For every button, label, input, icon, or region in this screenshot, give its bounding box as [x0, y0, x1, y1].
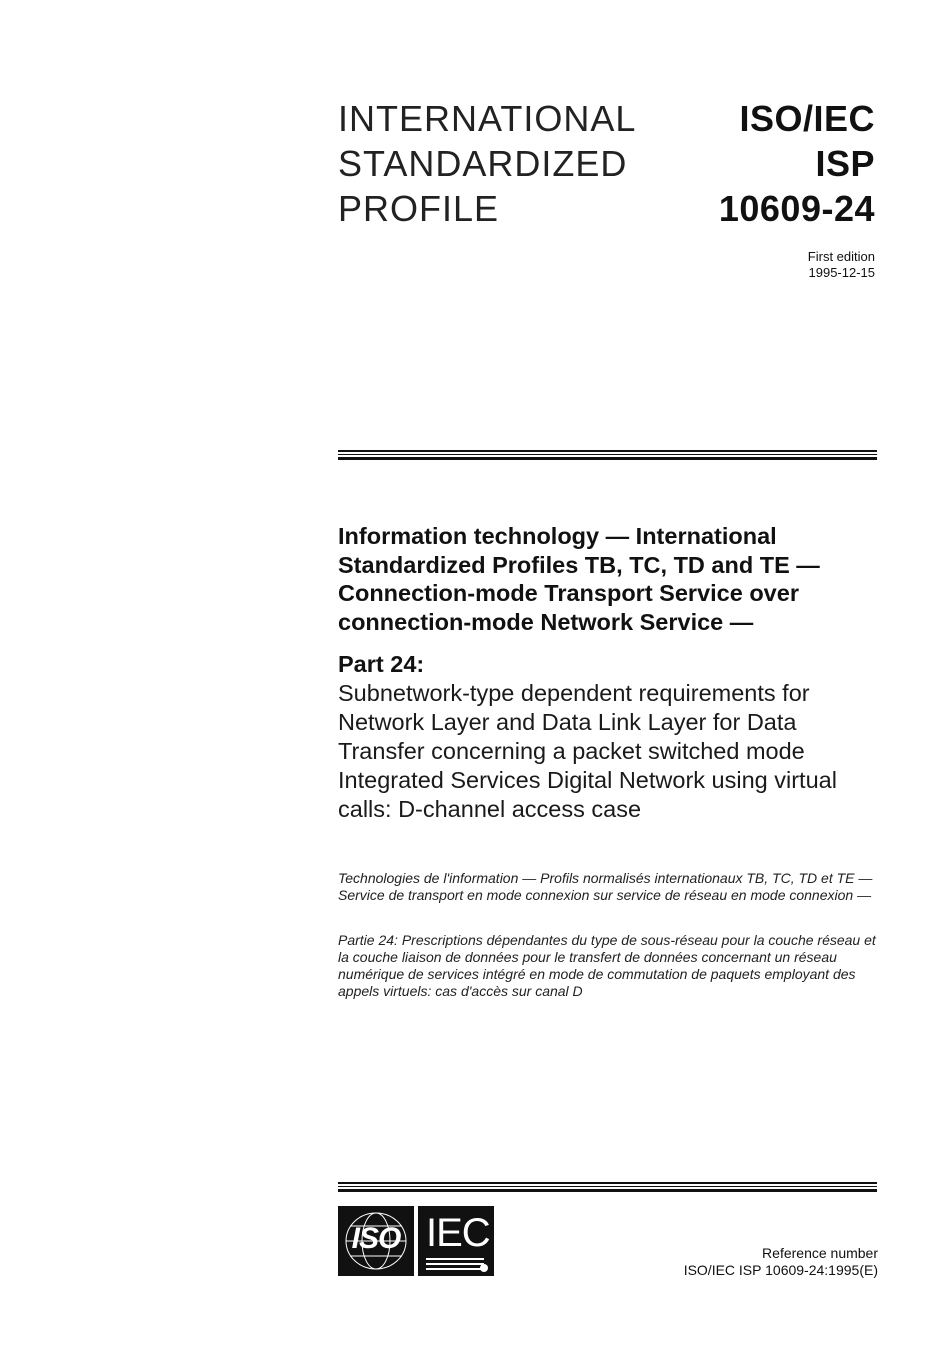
document-type — [338, 96, 636, 231]
iec-logo-text: IEC — [426, 1211, 490, 1255]
iec-logo-bars — [426, 1255, 484, 1270]
designation-line-3: 10609-24 — [718, 188, 875, 229]
edition-info — [808, 249, 875, 281]
doc-type-line-1: INTERNATIONAL — [338, 98, 637, 139]
part-label: Part 24: — [338, 651, 425, 677]
iec-logo — [418, 1206, 494, 1276]
iec-logo-dot — [480, 1264, 488, 1272]
part-title: Subnetwork-type dependent requirements for Network Layer and Data Link Layer for Data Transfer concerning a packet switched mode Integrated Services Digital Network using virtual calls: D-channel access case — [338, 680, 837, 822]
reference-block — [684, 1245, 878, 1279]
doc-type-line-2: STANDARDIZED — [338, 143, 628, 184]
publisher-logos — [338, 1206, 494, 1276]
edition-label: First edition — [807, 249, 875, 264]
bottom-divider — [338, 1182, 877, 1192]
doc-type-line-3: PROFILE — [338, 188, 500, 229]
top-divider — [338, 450, 877, 460]
standard-designation — [719, 96, 875, 231]
reference-number: ISO/IEC ISP 10609-24:1995(E) — [683, 1262, 878, 1278]
designation-line-2: ISP — [815, 143, 875, 184]
french-title: Technologies de l'information — Profils normalisés internationaux TB, TC, TD et TE — Service de transport en mode connexion sur service de réseau en mode connexion — — [338, 870, 873, 903]
french-part-title: Partie 24: Prescriptions dépendantes du type de sous-réseau pour la couche réseau et la couche liaison de données pour le transfert de données concernant un réseau numérique de services intégré en mode de commutation de paquets employant des appels virtuels: cas d'accès sur canal D — [338, 932, 876, 999]
english-title: Information technology — International Standardized Profiles TB, TC, TD and TE — Connection-mode Transport Service over connection-mode Network Service — — [338, 523, 820, 635]
reference-label: Reference number — [762, 1245, 878, 1261]
iso-logo — [338, 1206, 414, 1276]
edition-date: 1995-12-15 — [808, 265, 875, 280]
designation-line-1: ISO/IEC — [739, 98, 875, 139]
iso-logo-text: ISO — [351, 1222, 401, 1255]
